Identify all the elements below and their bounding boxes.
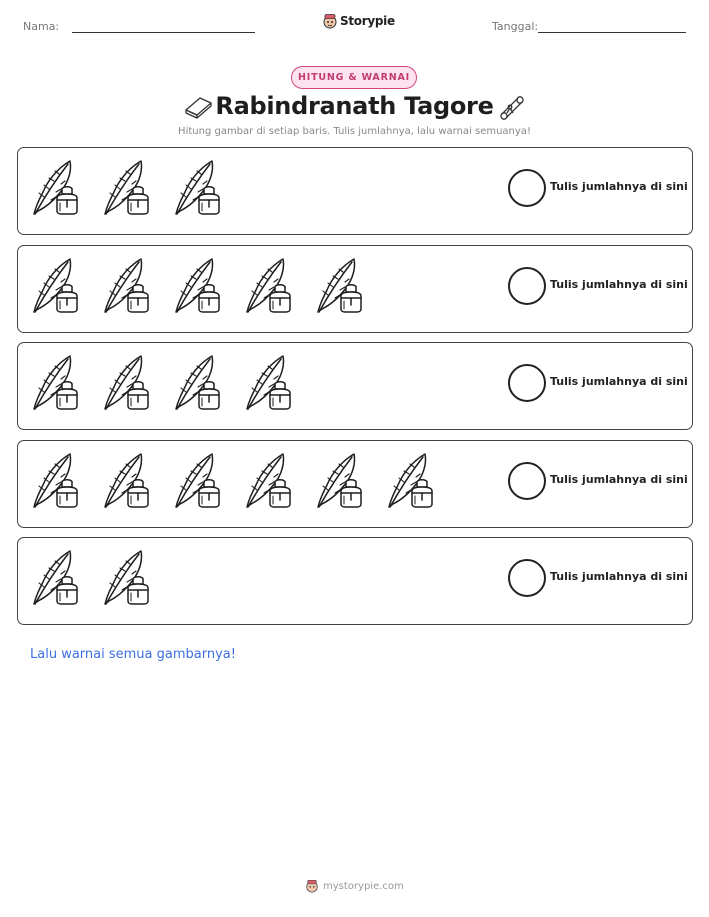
counting-row: [17, 147, 693, 235]
name-write-line: [72, 32, 255, 33]
footer: [305, 879, 404, 893]
color-instruction: Lalu warnai semua gambarnya!: [30, 647, 236, 662]
quill-and-inkwell-icon: [172, 156, 229, 218]
counting-row: [17, 342, 693, 430]
quill-and-inkwell-icon: [172, 254, 229, 316]
quill-and-inkwell-icon: [314, 254, 371, 316]
date-write-line: [538, 32, 686, 33]
quill-and-inkwell-icon: [243, 449, 300, 511]
name-label: Nama:: [23, 20, 60, 33]
quill-and-inkwell-icon: [30, 546, 87, 608]
row-items: [30, 449, 442, 511]
row-items: [30, 156, 229, 218]
quill-and-inkwell-icon: [101, 546, 158, 608]
row-items: [30, 351, 300, 413]
quill-and-inkwell-icon: [101, 254, 158, 316]
brand-name: Storypie: [340, 14, 395, 28]
date-label: Tanggal:: [492, 20, 539, 33]
answer-hint: Tulis jumlahnya di sini: [550, 473, 688, 486]
answer-circle[interactable]: [508, 462, 546, 500]
counting-row: [17, 440, 693, 528]
footer-url: mystorypie.com: [323, 880, 404, 892]
quill-and-inkwell-icon: [172, 449, 229, 511]
row-items: [30, 546, 158, 608]
quill-and-inkwell-icon: [30, 351, 87, 413]
row-items: [30, 254, 371, 316]
quill-and-inkwell-icon: [30, 156, 87, 218]
scroll-icon: [496, 92, 528, 120]
storypie-mascot-icon: [305, 879, 319, 893]
quill-and-inkwell-icon: [243, 351, 300, 413]
quill-and-inkwell-icon: [314, 449, 371, 511]
answer-circle[interactable]: [508, 267, 546, 305]
answer-circle[interactable]: [508, 169, 546, 207]
storypie-mascot-icon: [322, 13, 338, 29]
answer-circle[interactable]: [508, 559, 546, 597]
answer-hint: Tulis jumlahnya di sini: [550, 180, 688, 193]
activity-badge: HITUNG & WARNAI: [291, 66, 417, 89]
quill-and-inkwell-icon: [30, 449, 87, 511]
answer-circle[interactable]: [508, 364, 546, 402]
answer-hint: Tulis jumlahnya di sini: [550, 375, 688, 388]
instructions: Hitung gambar di setiap baris. Tulis jumlahnya, lalu warnai semuanya!: [178, 126, 531, 137]
quill-and-inkwell-icon: [101, 351, 158, 413]
counting-row: [17, 537, 693, 625]
answer-hint: Tulis jumlahnya di sini: [550, 278, 688, 291]
brand-logo: [322, 13, 395, 29]
answer-hint: Tulis jumlahnya di sini: [550, 570, 688, 583]
counting-row: [17, 245, 693, 333]
quill-and-inkwell-icon: [385, 449, 442, 511]
quill-and-inkwell-icon: [172, 351, 229, 413]
quill-and-inkwell-icon: [30, 254, 87, 316]
quill-and-inkwell-icon: [243, 254, 300, 316]
quill-and-inkwell-icon: [101, 449, 158, 511]
quill-and-inkwell-icon: [101, 156, 158, 218]
page-title: Rabindranath Tagore: [215, 92, 494, 120]
